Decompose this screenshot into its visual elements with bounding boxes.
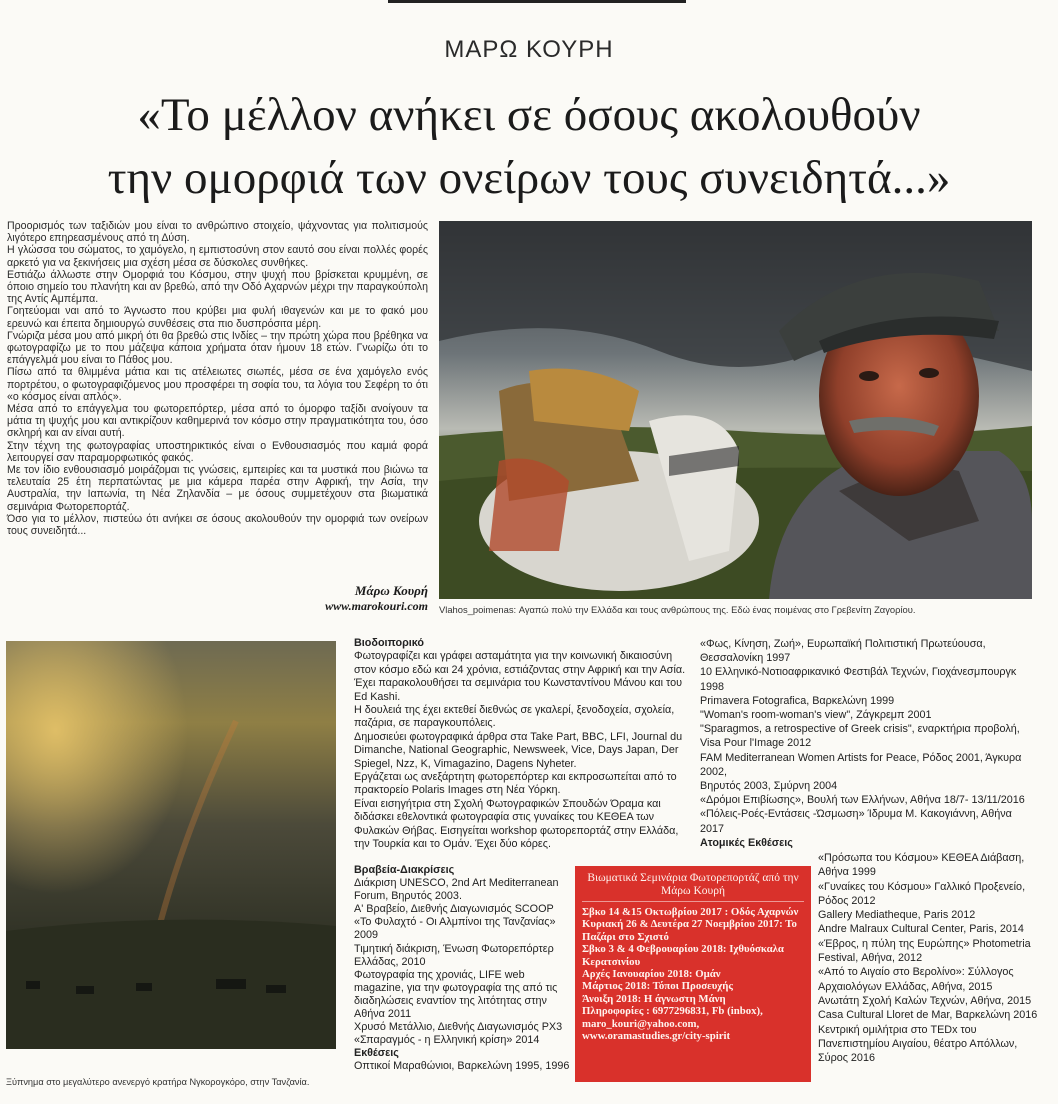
solo-exhibition-item: Andre Malraux Cultural Center, Paris, 2014 — [818, 923, 1024, 936]
biography-section — [354, 637, 688, 852]
solo-exhibition-item: Κεντρική ομιλήτρια στο TEDx του Πανεπιστημίου Αιγαίου, θέατρο Απόλλων, Σύρος 2016 — [818, 1023, 1018, 1065]
exhibition-item: FAM Mediterranean Women Artists for Peace, Ρόδος 2001, Άγκυρα 2002, — [700, 751, 1022, 778]
author-header: ΜΑΡΩ ΚΟΥΡΗ — [444, 36, 614, 63]
exhibition-item: «Δρόμοι Επιβίωσης», Βουλή των Ελλήνων, Αθήνα 18/7- 13/11/2016 — [700, 794, 1025, 807]
promo-title: Βιωματικά Σεμινάρια Φωτορεπορτάζ από την Μάρω Κουρή — [582, 872, 804, 902]
award-item: Χρυσό Μετάλλιο, Διεθνής Διαγωνισμός PX3 «Σπαραγμός - η Ελληνική κρίση» 2014 — [354, 1021, 563, 1047]
solo-exhibitions-list — [818, 851, 1040, 1065]
intro-paragraph: Προορισμός των ταξιδιών μου είναι το ανθρώπινο στοιχείο, ψάχνοντας για πολιτισμούς λιγότερο επηρεασμένους από τη Δύση. — [7, 220, 428, 245]
headline — [20, 84, 1038, 210]
intro-paragraph: Στην τέχνη της φωτογραφίας υποστηρικτικός είναι ο Ενθουσιασμός που καμιά φορά λειτουργεί σαν παραμορφωτικός φακός. — [7, 439, 428, 464]
headline-line-2: την ομορφιά των ονείρων τους συνειδητά...» — [107, 152, 951, 204]
crater-photo-caption: Ξύπνημα στο μεγαλύτερο ανενεργό κρατήρα Νγκορογκόρο, στην Τανζανία. — [6, 1077, 310, 1087]
biography-paragraph: Είναι εισηγήτρια στη Σχολή Φωτογραφικών Σπουδών Όραμα και διδάσκει εθελοντικά φωτογραφία στις γυναίκες του ΚΕΘΕΑ των Φυλακών Θήβας. Εισηγείται workshop φωτορεπορτάζ στην Ελλάδα, την Τουρκία και το Ομάν. Έχει δύο κόρες. — [354, 797, 679, 851]
promo-item: Άνοιξη 2018: Η άγνωστη Μάνη — [582, 992, 726, 1005]
promo-item: Σβκο 3 & 4 Φεβρουαρίου 2018: Ιχθυόσκαλα Κερατσινίου — [582, 943, 784, 968]
intro-paragraph: Εστιάζω άλλωστε στην Ομορφιά του Κόσμου, στην ψυχή που βρίσκεται κρυμμένη, σε όποιο σημείο του πλανήτη και αν βρεθώ, από την Οδό Αχαρνών μέχρι την παραγκούπολη της Αντίς Αμπέμπα. — [7, 268, 428, 306]
biography-paragraph: Φωτογραφίζει και γράφει ασταμάτητα για την κοινωνική δικαιοσύνη στον κόσμο εδώ και 24 χρόνια, εστιάζοντας στην Αφρική και την Ασία. Έχει παρακολουθήσει τα σεμινάρια του Κωνσταντίνου Μάνου και του Ed Kashi. — [354, 650, 686, 703]
solo-exhibition-item: Gallery Mediatheque, Paris 2012 — [818, 909, 976, 922]
intro-text — [7, 220, 428, 537]
intro-paragraph: Πίσω από τα θλιμμένα μάτια και τις ατέλειωτες σιωπές, μέσα σε ένα χαμόγελο ενός πορτρέτου, ο φωτογραφιζόμενος μου προσφέρει τη σοφία του, τα λόγια του Σεφέρη το ότι «ο κόσμος είναι απλός». — [7, 366, 428, 403]
exhibitions-list — [700, 637, 1038, 850]
exhibition-item: 10 Ελληνικό-Νοτιοαφρικανικό Φεστιβάλ Τεχνών, Γιοχάνεσμπουργκ 1998 — [700, 666, 1017, 693]
promo-item: Αρχές Ιανουαρίου 2018: Ομάν — [582, 968, 721, 981]
crater-photo — [6, 641, 336, 1049]
promo-item: Κυριακή 26 & Δευτέρα 27 Νοεμβρίου 2017: Το Παζάρι στο Σχιστό — [582, 918, 797, 943]
solo-exhibition-item: Ανωτάτη Σχολή Καλών Τεχνών, Αθήνα, 2015 — [818, 994, 1032, 1007]
promo-item: Σβκο 14 &15 Οκτωβρίου 2017 : Οδός Αχαρνών — [582, 906, 799, 918]
headline-line-1: «Το μέλλον ανήκει σε όσους ακολουθούν — [137, 89, 921, 141]
solo-exhibition-item: «Γυναίκες του Κόσμου» Γαλλικό Προξενείο, Ρόδος 2012 — [818, 880, 1026, 907]
intro-paragraph: Γοητεύομαι ναι από το Άγνωστο που κρύβει μια φυλή ιθαγενών και με το φακό μου ερευνώ και έπειτα δημιουργώ συνθέσεις στα πιο δυσπρόσιτα μέρη. — [7, 305, 428, 330]
promo-items — [582, 906, 804, 1042]
award-item: Α' Βραβείο, Διεθνής Διαγωνισμός SCOOP «Το Φυλαχτό - Οι Αλμπίνοι της Τανζανίας» 2009 — [354, 903, 556, 942]
exhibition-item: Βηρυτός 2003, Σμύρνη 2004 — [700, 780, 838, 793]
promo-item: Μάρτιος 2018: Τόποι Προσευχής — [582, 980, 733, 993]
solo-exhibition-item: «Από το Αιγαίο στο Βερολίνο»: Σύλλογος Αρχαιολόγων Ελλάδας, Αθήνα, 2015 — [818, 966, 1014, 993]
seminars-promo-box — [575, 866, 811, 1082]
awards-section — [354, 864, 570, 1074]
top-rule — [388, 0, 686, 3]
shepherd-photo-caption: Vlahos_poimenas: Αγαπώ πολύ την Ελλάδα και τους ανθρώπους της. Εδώ ένας ποιμένας στο Γρεβενίτη Ζαγορίου. — [439, 604, 916, 615]
author-signature: Μάρω Κουρή — [354, 583, 428, 598]
author-website-link[interactable]: www.marokouri.com — [325, 599, 428, 613]
exhibition-item: «Πόλεις-Ροές-Εντάσεις -Ώσμωση» Ίδρυμα Μ. Κακογιάννη, Αθήνα 2017 — [700, 808, 1012, 835]
biography-paragraph: Δημοσιεύει φωτογραφικά άρθρα στα Take Part, BBC, LFI, Journal du Dimanche, National Geographic, Newsweek, Vice, Days Japan, Der Spiegel, Nzz, K, Vimagazino, Dagens Nyheter. — [354, 730, 683, 770]
intro-paragraph: Γνώριζα μέσα μου από μικρή ότι θα βρεθώ στις Ινδίες – την πρώτη χώρα που βρέθηκα να φωτογραφίζω με το που μάζεψα κάποια χρήματα όταν ήμουν 18 ετών. Γνωρίζω ότι το επάγγελμά μου είναι το Πάθος μου. — [7, 329, 428, 367]
exhibition-item: «Φως, Κίνηση, Ζωή», Ευρωπαϊκή Πολιτιστική Πρωτεύουσα, Θεσσαλονίκη 1997 — [700, 638, 986, 665]
intro-paragraph: Με τον ίδιο ενθουσιασμό μοιράζομαι τις γνώσεις, εμπειρίες και τα μυστικά που βιώνω τα τελευταία 25 έτη περπατώντας με μια κάμερα παρέα στην Αφρική, την Ασία, την Αυστραλία, την Ιαπωνία, τη Νέα Ζηλανδία – με όσους συμμετέχουν στα βιωματικά σεμινάρια Φωτορεπορτάζ. — [7, 464, 428, 513]
biography-heading: Βιοδοιπορικό — [354, 637, 425, 649]
award-item: Φωτογραφία της χρονιάς, LIFE web magazine, για την φωτογραφία της από τις διαδηλώσεις εναντίον της λιτότητας στην Αθήνα 2011 — [354, 968, 558, 1021]
exhibition-item: "Sparagmos, a retrospective of Greek crisis", εναρκτήρια προβολή, Visa Pour l'Image 2012 — [700, 723, 1020, 750]
biography-paragraph: Η δουλειά της έχει εκτεθεί διεθνώς σε γκαλερί, ξενοδοχεία, σχολεία, παζάρια, σε παραγκουπόλεις. — [354, 704, 675, 730]
solo-exhibitions-heading: Ατομικές Εκθέσεις — [700, 836, 793, 849]
solo-exhibition-item: «Πρόσωπα του Κόσμου» ΚΕΘΕΑ Διάβαση, Αθήνα 1999 — [818, 852, 1025, 879]
exhibitions-heading: Εκθέσεις — [354, 1047, 399, 1060]
shepherd-photo — [439, 221, 1032, 599]
solo-exhibition-item: «Έβρος, η πύλη της Ευρώπης» Photometria Festival, Αθήνα, 2012 — [818, 937, 1031, 965]
awards-heading: Βραβεία-Διακρίσεις — [354, 864, 455, 876]
intro-paragraph: Μέσα από το επάγγελμα του φωτορεπόρτερ, μέσα από το όμορφο ταξίδι ανοίγουν τα μάτια τη ψυχής μου και αντικρίζουν καθημερινά τον κόσμο στην πραγματικότητα του, όσο σκληρή και αν είναι αυτή. — [7, 403, 428, 440]
exhibition-item: "Woman's room-woman's view", Ζάγκρεμπ 2001 — [700, 709, 932, 722]
award-item: Διάκριση UNESCO, 2nd Art Mediterranean Forum, Βηρυτός 2003. — [354, 877, 559, 903]
promo-contact-info[interactable]: Πληροφορίες : 6977296831, Fb (inbox), maro_kouri@yahoo.com, www.oramastudies.gr/city-spirit — [582, 1005, 763, 1043]
award-item: Τιμητική διάκριση, Ένωση Φωτορεπόρτερ Ελλάδας, 2010 — [354, 942, 554, 968]
biography-paragraph: Εργάζεται ως ανεξάρτητη φωτορεπόρτερ και εκπροσωπείται από το πρακτορείο Polaris Images στη Νέα Υόρκη. — [354, 771, 677, 797]
intro-paragraph: Όσο για το μέλλον, πιστεύω ότι ανήκει σε όσους ακολουθούν την ομορφιά των ονείρων τους συνειδητά... — [7, 512, 428, 538]
solo-exhibition-item: Casa Cultural Lloret de Mar, Βαρκελώνη 2016 — [818, 1009, 1038, 1022]
intro-paragraph: Η γλώσσα του σώματος, το χαμόγελο, η εμπιστοσύνη στον εαυτό σου είναι πολλές φορές αρκετό για να ξεκινήσεις μια σχέση μέσα σε δύσκολες συνθήκες. — [7, 244, 428, 269]
exhibition-item: Οπτικοί Μαραθώνιοι, Βαρκελώνη 1995, 1996 — [354, 1060, 570, 1073]
exhibition-item: Primavera Fotografica, Βαρκελώνη 1999 — [700, 694, 895, 707]
